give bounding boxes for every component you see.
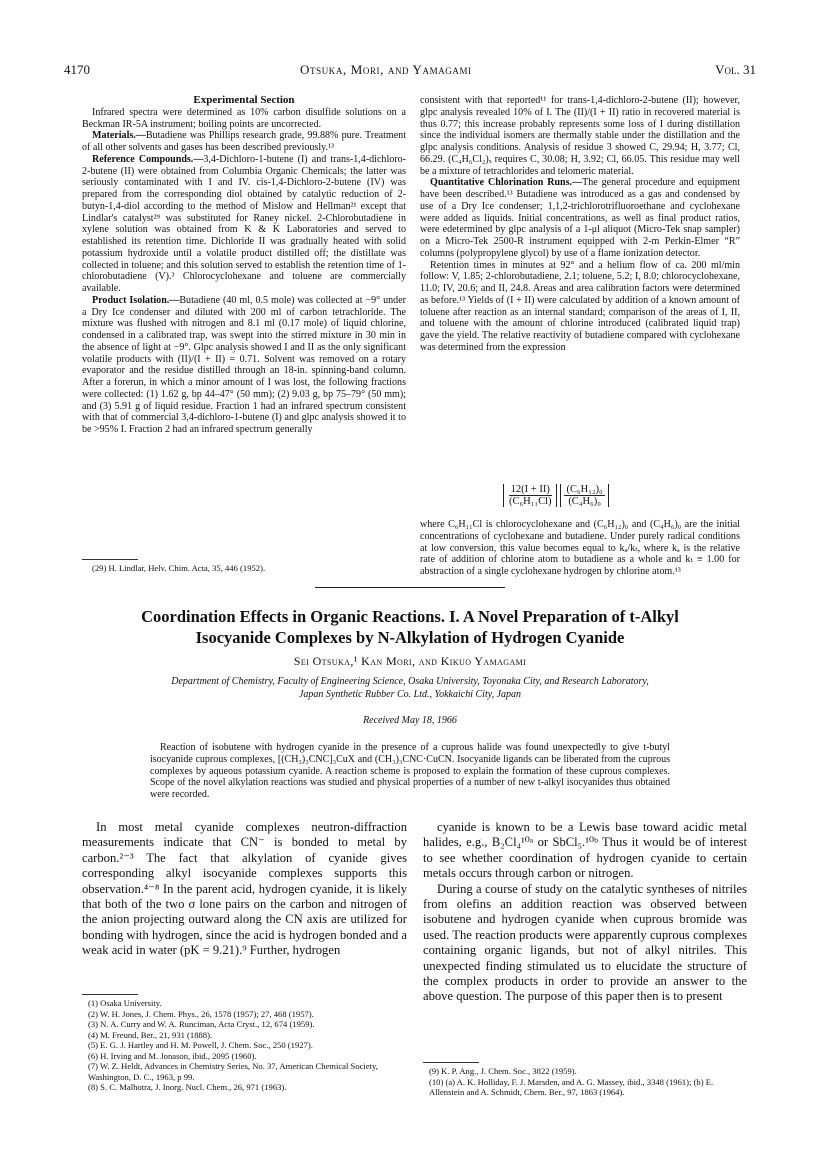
equation-numerator-2: (C₆H₁₂)₀ [566, 484, 603, 495]
article-divider [315, 587, 505, 588]
received-date: Received May 18, 1966 [363, 715, 457, 726]
experimental-paragraph [420, 260, 740, 354]
body-paragraph: During a course of study on the catalytic syntheses of nitriles from olefins an addition reaction was observed between isobutene and hydrogen cyanide when cuprous bromide was used. The reaction products were apparently cuprous complexes containing organic ligands, but not of alkyl nitriles. This unexpected finding stimulated us to elucidate the structure of the complex products in order to provide an answer to the above question. The purpose of this paper then is to present [423, 881, 747, 1004]
paragraph-text: 3,4-Dichloro-1-butene (I) and trans-1,4-dichloro-2-butene (II) were obtained from Columbia Organic Chemicals; the latter was seriously contaminated with I and IV. cis-1,4-Dichloro-2-butene (IV) was prepared from the corresponding diol obtained by catalytic reduction of 2-butyn-1,4-diol according to the method of Mislow and Hellman²¹ except that Lindlar's catalyst²⁹ was substituted for Raney nickel. 2-Chlorobutadiene in xylene solution was obtained from K & K Laboratories and served to established its retention time. Dichloride II was gradually heated with solid potassium hydroxide until a volatile product distilled off; the distillate was collected in toluene; and this solution served to establish the retention time of 1-chlorobutadiene (V).³ Chlorocyclohexane and toluene are commercially available. [82, 153, 406, 294]
article-abstract: Reaction of isobutene with hydrogen cyanide in the presence of a cuprous halide was found unexpectedly to give t-butyl isocyanide cuprous complexes, [(CH₃)₃CNC]₃CuX and (CH₃)₃CNC·CuCN. Isocyanide ligands can be liberated from the cuprous complexes by aqueous potassium cyanide. A reaction scheme is proposed to explain the formation of these cuprous complexes. Scope of the novel alkylation reactions was studied and physical properties of a number of new t-alkyl isocyanides thus obtained were recorded. [150, 742, 670, 801]
body-left-column [82, 820, 407, 959]
footnote: (2) W. H. Jones, J. Chem. Phys., 26, 1578 (1957); 27, 468 (1957). [88, 1008, 314, 1019]
paragraph-text: Retention times in minutes at 92° and a helium flow of ca. 200 ml/min follow: V, 1.85; 2-chlorobutadiene, 2.1; toluene, 5.2; I, 8.0; chlorocyclohexane, 11.0; IV, 20.6; and II, 24.8. Areas and area calibration factors were determined as before.¹³ Yields of (I + II) were calculated by addition of a known amount of toluene after reaction as an internal standard; comparison of the areas of I, II, and toluene with the amount of chlorine introduced (calibrated liquid trap) gave the yield. The relative reactivity of butadiene compared with cyclohexane was determined from the expression [420, 259, 740, 353]
footnote-rule [82, 559, 138, 560]
article-authors: Sei Otsuka,¹ Kan Mori, and Kikuo Yamagami [293, 654, 527, 668]
run-in-heading: Reference Compounds.— [92, 153, 204, 165]
footnote: (4) M. Freund, Ber., 21, 931 (1888). [88, 1029, 213, 1040]
footnote: (3) N. A. Curry and W. A. Runciman, Acta Cryst., 12, 674 (1959). [88, 1019, 315, 1029]
experimental-right-column [420, 95, 740, 354]
equation-bracket-1 [503, 484, 557, 507]
footnote: (1) Osaka University. [88, 998, 162, 1008]
footnote: (10) (a) A. K. Holliday, F. J. Marsden, and A. G. Massey, ibid., 3348 (1961); (b) E. Allenstein and A. Schmidt, Chem. Ber., 97, 1863 (1964). [429, 1076, 714, 1097]
experimental-paragraph [420, 177, 740, 259]
experimental-paragraph [82, 154, 406, 295]
experimental-paragraphs [82, 107, 406, 436]
article-affiliation [100, 676, 720, 701]
equation-numerator-1: 12(I + II) [510, 484, 550, 495]
affiliation-line-1: Department of Chemistry, Faculty of Engineering Science, Osaka University, Toyonaka City, and Research Laboratory, [171, 676, 649, 687]
article-title [70, 606, 750, 648]
paragraph-text: Butadiene (40 ml, 0.5 mole) was collected at −9° under a Dry Ice condenser and diluted with 200 ml of carbon tetrachloride. The mixture was flushed with nitrogen and 8.1 ml (0.17 mole) of liquid chlorine, condensed in a calibrated trap, was swept into the stirred mixture in 30 min in the absence of light at −9°. Glpc analysis showed I and II as the only significant volatile products with (II)/(I + II) = 0.71. Solvent was removed on a rotary evaporator and the residue distilled through an 18-in. spinning-band column. After a forerun, in which a minor amount of I was lost, the following fractions were collected: (1) 1.62 g, bp 44–47° (50 mm); (2) 9.03 g, bp 75–79° (50 mm); and (3) 5.91 g of liquid residue. Fraction 1 had an infrared spectrum consistent with that of commercial 3,4-dichloro-1-butene (I) and glpc analysis showed it to be >95% I. Fraction 2 had an infrared spectrum generally [82, 294, 406, 435]
run-in-heading: Product Isolation.— [92, 294, 180, 306]
page-number: 4170 [64, 62, 90, 77]
body-paragraph: In most metal cyanide complexes neutron-diffraction measurements indicate that CN⁻ is bonded to metal by carbon.²⁻³ The fact that alkylation of cyanide gives corresponding alkyl isocyanide complexes supports this observation.⁴⁻⁸ In the parent acid, hydrogen cyanide, it is likely that both of the two σ lone pairs on the carbon and nitrogen of the anion projecting outward along the CN axis are utilized for bonding with hydrogen, since the acid is hydrogen bonded and a weak acid in water (pK = 9.21).⁹ Further, hydrogen [82, 820, 407, 958]
paragraph-text: consistent with that reported¹¹ for trans-1,4-dichloro-2-butene (II); however, glpc analysis revealed 10% of I. The (II)/(I + II) ratio in recovered material is thus 0.77; this increase probably represents some loss of I during distillation since the individual isomers are thermally stable under the distillation and the glpc analysis conditions. Analysis of residue 3 showed C, 29.94; H, 3.77; Cl, 66.29. (C₄H₆Cl₂)ₓ requires C, 30.08; H, 3.92; Cl, 66.05. This residue may well be a mixture of tetrachlorides and telomeric material. [420, 95, 740, 177]
equation-explanation [420, 519, 740, 578]
run-in-heading: Materials.— [92, 130, 146, 142]
paragraph-text: The general procedure and equipment have been described.¹³ Butadiene was introduced as a gas and condensed by use of a Dry Ice condenser; 1,1,2-trichlorotrifluoroethane and cyclohexane were added as liquids. Initial concentrations, as well as final product ratios, were edetermined by glpc analysis of a 1-μl aliquot (Micro-Tek snap sampler) on a Micro-Tek 2500-R instrument equipped with 2-m Perkin-Elmer “R” columns (polypropylene glycol) by use of a flame ionization detector. [420, 177, 740, 259]
footnotes-right [429, 1066, 747, 1098]
footnote: (7) W. Z. Heldt, Advances in Chemistry Series, No. 37, American Chemical Society, Washington, D. C., 1963, p 99. [88, 1061, 378, 1082]
footnote-rule [423, 1062, 479, 1063]
equation-fraction-2 [564, 484, 604, 507]
footnote: (6) H. Irving and M. Jonason, ibid., 2095 (1960). [88, 1050, 257, 1061]
footnotes-left [88, 998, 406, 1093]
equation-denominator-1: (C₆H₁₁Cl) [509, 496, 552, 507]
equation-bracket-2 [560, 484, 608, 507]
equation-denominator-2: (C₄H₆)₀ [568, 496, 601, 507]
reactivity-equation [503, 484, 612, 507]
running-header-authors: Otsuka, Mori, and Yamagami [300, 62, 472, 77]
experimental-paragraph [82, 295, 406, 436]
affiliation-line-2: Japan Synthetic Rubber Co. Ltd., Yokkaichi City, Japan [298, 688, 522, 700]
article-title-line-1: Coordination Effects in Organic Reactions. I. A Novel Preparation of t-Alkyl [141, 607, 679, 626]
experimental-paragraph [82, 130, 406, 154]
experimental-paragraph [420, 95, 740, 177]
footnote-rule [82, 994, 138, 995]
article-title-line-2: Isocyanide Complexes by N-Alkylation of Hydrogen Cyanide [195, 628, 625, 647]
paragraph-text: Butadiene was Phillips research grade, 99.88% pure. Treatment of all other solvents and gases has been described previously.¹³ [82, 130, 406, 153]
experimental-paragraphs-right [420, 95, 740, 354]
body-right-column [423, 820, 747, 1005]
equation-fraction-1 [507, 484, 553, 507]
section-heading: Experimental Section [193, 94, 295, 106]
footnote: (8) S. C. Malhotra, J. Inorg. Nucl. Chem., 26, 971 (1963). [88, 1082, 287, 1092]
run-in-heading: Quantitative Chlorination Runs.— [430, 177, 583, 189]
paragraph-text: Infrared spectra were determined as 10% carbon disulfide solutions on a Beckman IR-5A instrument; boiling points are uncorrected. [82, 106, 406, 130]
footnote: (9) K. P. Ang., J. Chem. Soc., 3822 (1959). [429, 1066, 577, 1076]
footnote: (5) E. G. J. Hartley and H. M. Powell, J. Chem. Soc., 250 (1927). [88, 1040, 313, 1050]
footnote-text: (29) H. Lindlar, Helv. Chim. Acta, 35, 446 (1952). [92, 563, 266, 573]
footnote-29 [92, 563, 406, 574]
experimental-paragraph [82, 107, 406, 131]
body-paragraph: cyanide is known to be a Lewis base toward acidic metal halides, e.g., B₂Cl₄¹⁰ᵃ or SbCl₅.¹⁰ᵇ Thus it would be of interest to see whether coordination of hydrogen cyanide to certain metals occurs through carbon or nitrogen. [423, 820, 747, 881]
running-header-volume: Vol. 31 [715, 62, 756, 77]
experimental-left-column [82, 95, 406, 436]
equation-explanation-text: where C₆H₁₁Cl is chlorocyclohexane and (C₆H₁₂)₀ and (C₄H₆)₀ are the initial concentrations of cyclohexane and butadiene. Under purely radical conditions at low conversion, this value becomes equal to kₐ/kₜ, where kₐ is the relative rate of addition of chlorine atom to butadiene as a whole and kₜ ≡ 1.00 for abstraction of a single cyclohexane hydrogen by chlorine atom.¹³ [420, 519, 740, 577]
